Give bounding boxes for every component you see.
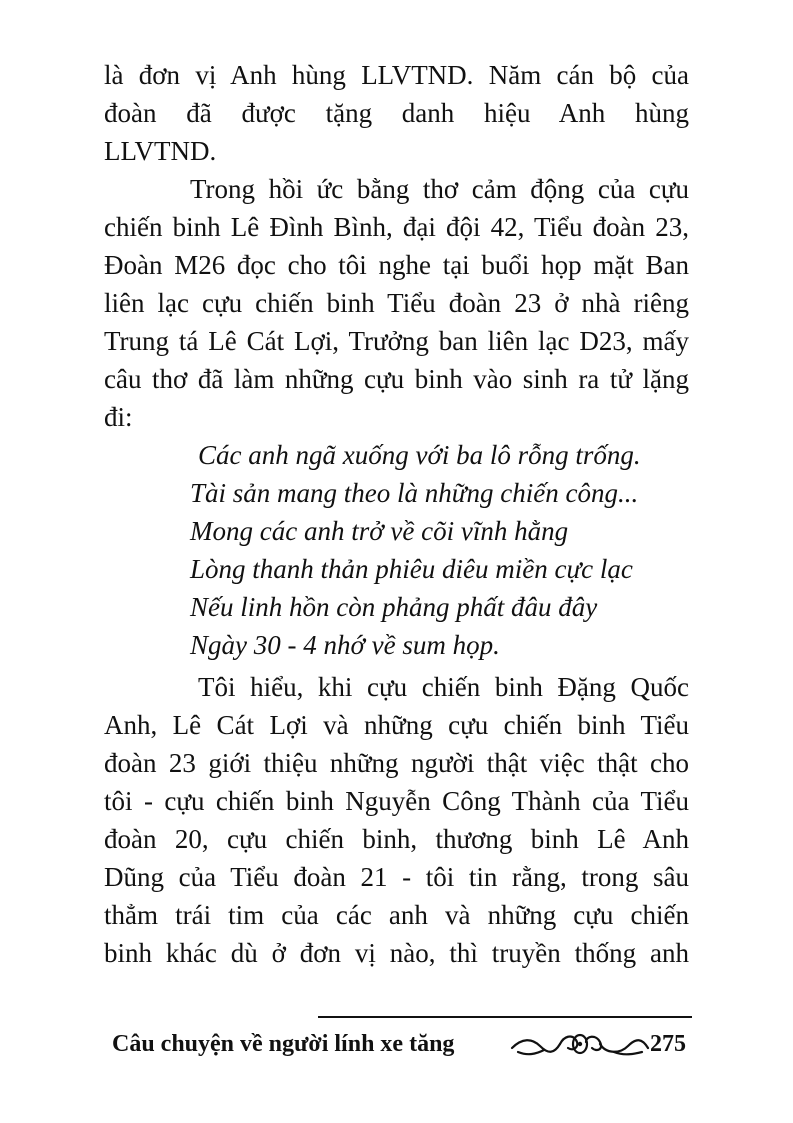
paragraph-3-line-6: Dũng của Tiểu đoàn 21 - tôi tin rằng, trong sâu <box>104 862 689 892</box>
paragraph-1-line-2: đoàn đã được tặng danh hiệu Anh hùng <box>104 98 689 128</box>
paragraph-2-line-4: liên lạc cựu chiến binh Tiểu đoàn 23 ở nhà riêng <box>104 288 689 318</box>
paragraph-2-line-2: chiến binh Lê Đình Bình, đại đội 42, Tiểu đoàn 23, <box>104 212 689 242</box>
paragraph-2-line-6: câu thơ đã làm những cựu binh vào sinh ra tử lặng <box>104 364 689 394</box>
footer-rule <box>318 1016 692 1018</box>
paragraph-1-line-1: là đơn vị Anh hùng LLVTND. Năm cán bộ của <box>104 60 689 90</box>
poem-line-6: Ngày 30 - 4 nhớ về sum họp. <box>190 630 500 660</box>
page-number: 275 <box>650 1031 686 1057</box>
paragraph-3-line-7: thẳm trái tim của các anh và những cựu chiến <box>104 900 689 930</box>
poem-line-4: Lòng thanh thản phiêu diêu miền cực lạc <box>190 554 633 584</box>
paragraph-3-line-2: Anh, Lê Cát Lợi và những cựu chiến binh Tiểu <box>104 710 689 740</box>
book-title: Câu chuyện về người lính xe tăng <box>112 1031 455 1057</box>
poem-line-2: Tài sản mang theo là những chiến công... <box>190 478 639 508</box>
paragraph-2-line-7: đi: <box>104 402 133 432</box>
paragraph-2-line-3: Đoàn M26 đọc cho tôi nghe tại buổi họp mặt Ban <box>104 250 689 280</box>
page-footer <box>104 1024 694 1064</box>
ornament-flourish-icon <box>510 1030 650 1060</box>
paragraph-1-line-3: LLVTND. <box>104 136 217 166</box>
poem-line-1: Các anh ngã xuống với ba lô rỗng trống. <box>198 440 641 470</box>
paragraph-3-line-1: Tôi hiểu, khi cựu chiến binh Đặng Quốc <box>198 672 689 702</box>
paragraph-3-line-8: binh khác dù ở đơn vị nào, thì truyền thống anh <box>104 938 689 968</box>
poem-line-3: Mong các anh trở về cõi vĩnh hằng <box>190 516 569 546</box>
paragraph-3-line-4: tôi - cựu chiến binh Nguyễn Công Thành của Tiểu <box>104 786 689 816</box>
paragraph-2-line-1: Trong hồi ức bằng thơ cảm động của cựu <box>190 174 689 204</box>
poem-line-5: Nếu linh hồn còn phảng phất đâu đây <box>190 592 598 622</box>
paragraph-3-line-3: đoàn 23 giới thiệu những người thật việc thật cho <box>104 748 689 778</box>
paragraph-3-line-5: đoàn 20, cựu chiến binh, thương binh Lê Anh <box>104 824 689 854</box>
paragraph-2-line-5: Trung tá Lê Cát Lợi, Trưởng ban liên lạc D23, mấy <box>104 326 689 356</box>
